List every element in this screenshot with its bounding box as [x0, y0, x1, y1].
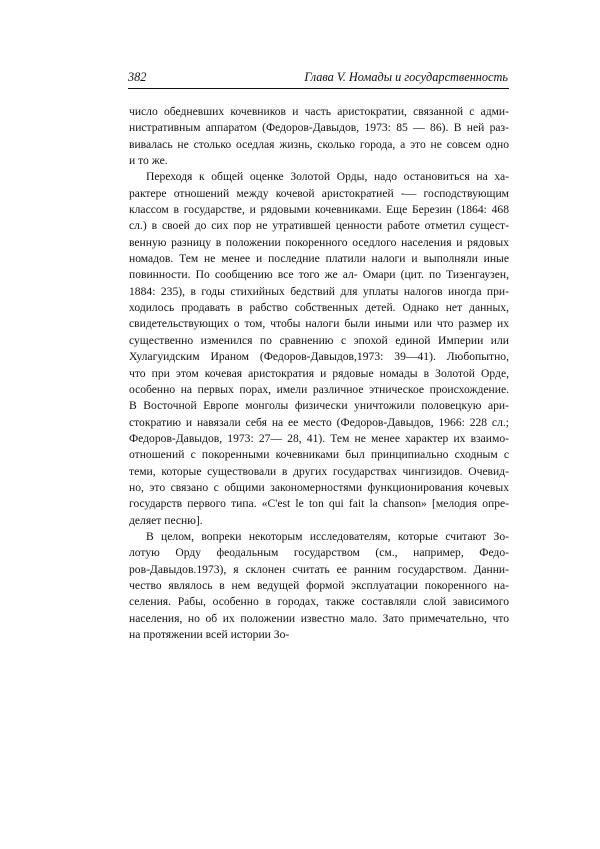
text-line: классом в государстве, и рядовыми кочевниками. Еще Березин (1864: 468: [129, 203, 509, 217]
text-line: и то же.: [129, 154, 168, 168]
text-line: венную разницу в положении покоренного оседлого населения и рядовых: [129, 235, 509, 249]
text-line: число обедневших кочевников и часть аристократии, связанной с адми-: [129, 105, 509, 118]
text-line: селения. Рабы, особенно в городах, также составляли слой зависимого: [129, 595, 509, 609]
text-line: повинности. По сообщению все того же ал- Омари (цит. по Тизенгаузен,: [129, 268, 509, 282]
text-line: стократию и навязали себя на ее место (Федоров-Давыдов, 1966: 228 сл.;: [129, 415, 509, 429]
page-number: 382: [128, 70, 147, 84]
text-line: что при этом кочевая аристократия и рядовые номады в Золотой Орде,: [129, 366, 509, 380]
text-line: существенно изменился по сравнению с эпохой единой Империи или: [129, 333, 509, 347]
text-line: вивалась не столько оседлая жизнь, сколько города, а это не совсем одно: [129, 137, 509, 151]
text-line: В целом, вопреки некоторым исследователям, которые считают Зо-: [146, 529, 509, 543]
text-line: на протяжении всей истории Зо-: [129, 628, 290, 641]
text-line: ходилось продавать в рабство собственных детей. Однако нет данных,: [129, 301, 509, 315]
text-line: лотую Орду феодальным государством (см., например, Федо-: [129, 546, 509, 560]
running-title: Глава V. Номады и государственность: [304, 70, 508, 84]
text-line: рактере отношений между кочевой аристократией -— господствующим: [129, 186, 509, 200]
text-line: В Восточной Европе монголы физически уничтожили половецкую ари-: [129, 399, 509, 413]
text-line: государств первого типа. «C'est le ton qui fait la chanson» [мелодия опре-: [129, 497, 509, 511]
text-line: отношений с покоренными кочевниками был принципиально сходным с: [129, 448, 509, 462]
header-rule: [128, 88, 509, 89]
text-line: деляет песню].: [129, 513, 203, 527]
text-line: населения, но об их положении известно мало. Зато примечательно, что: [129, 611, 509, 625]
text-line: сл.) в своей до сих пор не утратившей ценности работе отметил сущест-: [129, 219, 509, 233]
text-line: чество являлось в нем ведущей формой эксплуатации покоренного на-: [129, 578, 509, 592]
text-line: теми, которые существовали в других государствах чингизидов. Очевид-: [129, 464, 509, 478]
text-line: 1884: 235), в годы стихийных бедствий для уплаты налогов иногда при-: [129, 284, 509, 298]
text-line: Федоров-Давыдов, 1973: 27— 28, 41). Тем не менее характер их взаимо-: [129, 431, 509, 445]
text-line: свидетельствующих о том, чтобы налоги были иными или что размер их: [129, 317, 509, 331]
paragraph: [129, 169, 509, 529]
paragraph: [129, 529, 509, 643]
text-line: ров-Давыдов.1973), я склонен считать ее ранним государством. Данни-: [129, 562, 509, 576]
text-line: но, это связано с общими закономерностями функционирования кочевых: [129, 480, 509, 494]
text-line: особенно на первых порах, имели различное этническое происхождение.: [129, 382, 509, 396]
body-text: [129, 104, 509, 643]
text-line: нистративным аппаратом (Федоров-Давыдов, 1973: 85 — 86). В ней раз-: [129, 121, 509, 135]
paragraph: [129, 104, 509, 169]
text-line: Хулагуидским Ираном (Федоров-Давыдов,1973: 39—41). Любопытно,: [129, 350, 509, 364]
text-line: Переходя к общей оценке Золотой Орды, надо остановиться на ха-: [146, 170, 509, 184]
text-line: номадов. Тем не менее и последние платили налоги и выполняли иные: [129, 252, 509, 266]
